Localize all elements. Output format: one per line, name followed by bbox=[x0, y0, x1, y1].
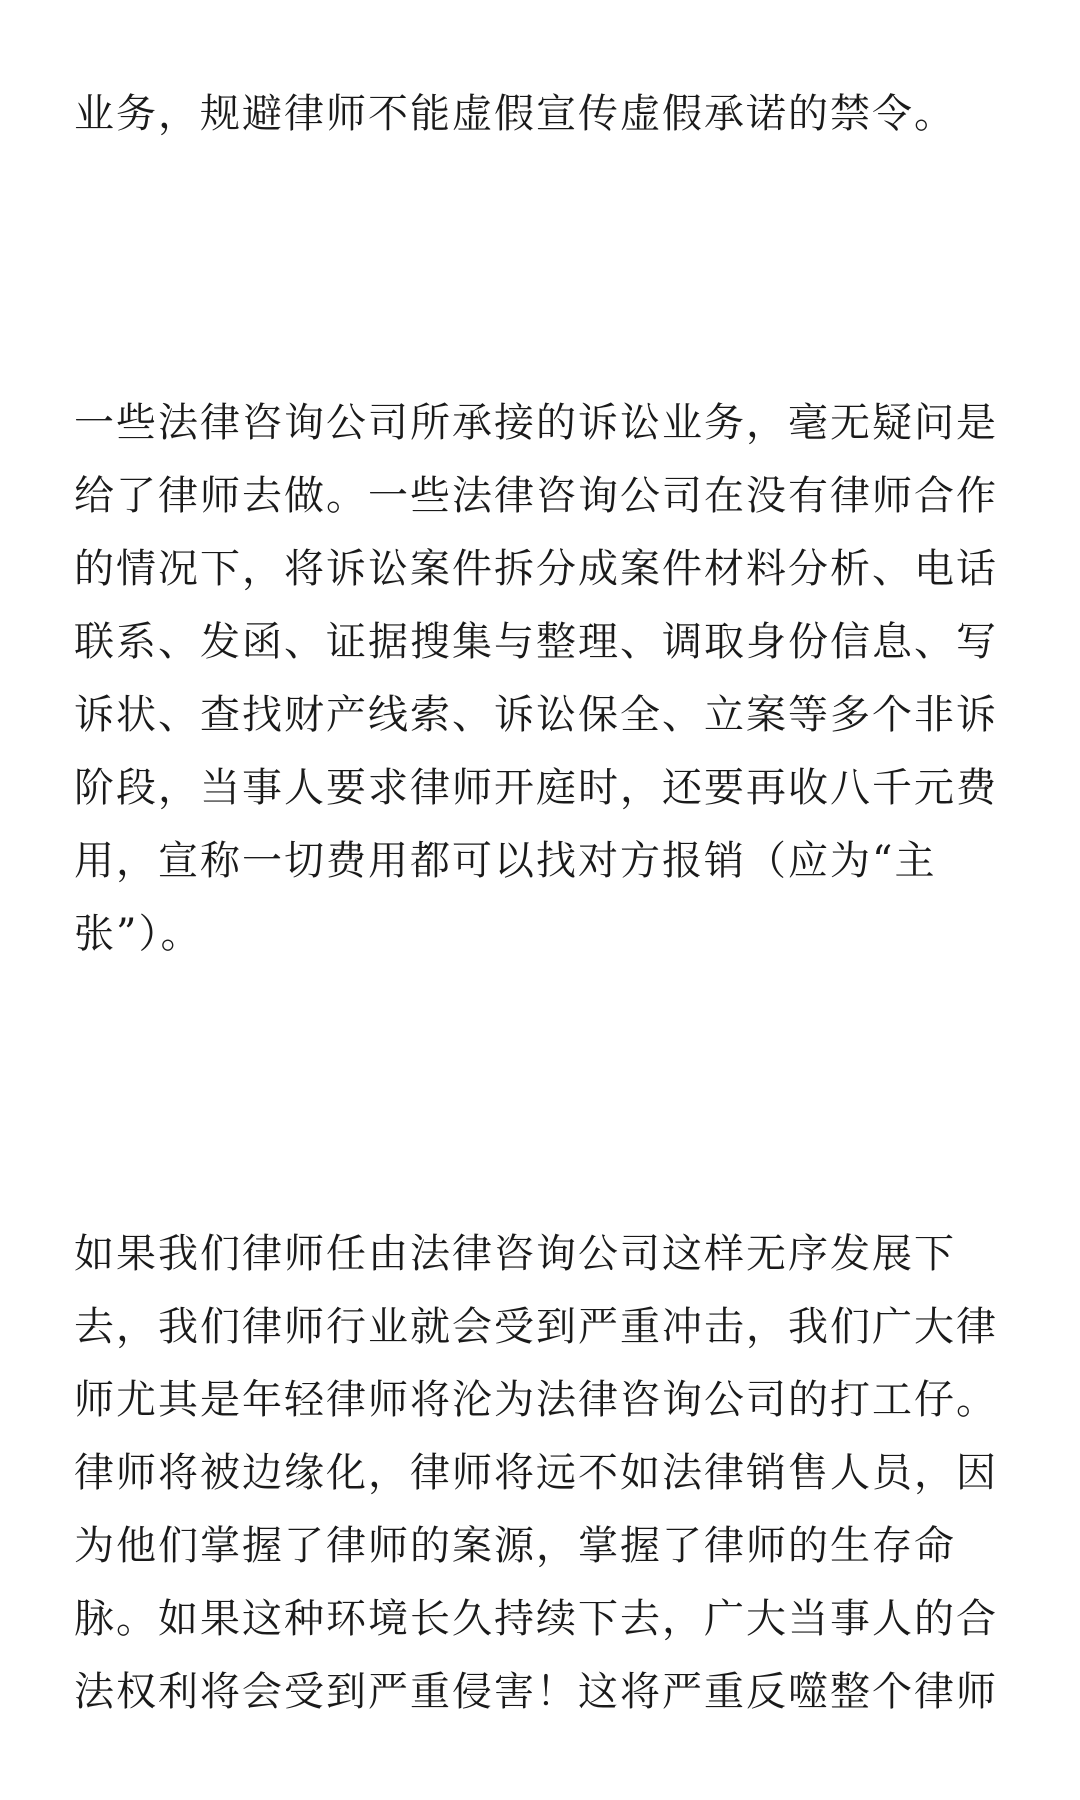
text-line: 的情况下，将诉讼案件拆分成案件材料分析、电话 bbox=[74, 546, 998, 592]
text-line: 张”）。 bbox=[74, 911, 203, 957]
text-line: 去，我们律师行业就会受到严重冲击，我们广大律 bbox=[74, 1304, 998, 1350]
paragraph-1 bbox=[74, 78, 1006, 151]
text-line: 诉状、查找财产线索、诉讼保全、立案等多个非诉 bbox=[74, 692, 998, 738]
text-line: 师尤其是年轻律师将沦为法律咨询公司的打工仔。 bbox=[74, 1377, 998, 1423]
text-line: 法权利将会受到严重侵害！这将严重反噬整个律师 bbox=[74, 1669, 998, 1715]
paragraph-2 bbox=[74, 387, 1006, 971]
text-line: 业务，规避律师不能虚假宣传虚假承诺的禁令。 bbox=[74, 91, 956, 137]
text-line: 律师将被边缘化，律师将远不如法律销售人员，因 bbox=[74, 1450, 998, 1496]
text-line: 脉。如果这种环境长久持续下去，广大当事人的合 bbox=[74, 1596, 998, 1642]
text-line: 为他们掌握了律师的案源，掌握了律师的生存命 bbox=[74, 1523, 956, 1569]
text-line: 联系、发函、证据搜集与整理、调取身份信息、写 bbox=[74, 619, 998, 665]
text-line: 一些法律咨询公司所承接的诉讼业务，毫无疑问是 bbox=[74, 400, 998, 446]
text-line: 给了律师去做。一些法律咨询公司在没有律师合作 bbox=[74, 473, 998, 519]
text-line: 如果我们律师任由法律咨询公司这样无序发展下 bbox=[74, 1231, 956, 1277]
text-line: 用，宣称一切费用都可以找对方报销（应为“主 bbox=[74, 838, 937, 884]
paragraph-3 bbox=[74, 1218, 1006, 1729]
text-line: 阶段，当事人要求律师开庭时，还要再收八千元费 bbox=[74, 765, 998, 811]
